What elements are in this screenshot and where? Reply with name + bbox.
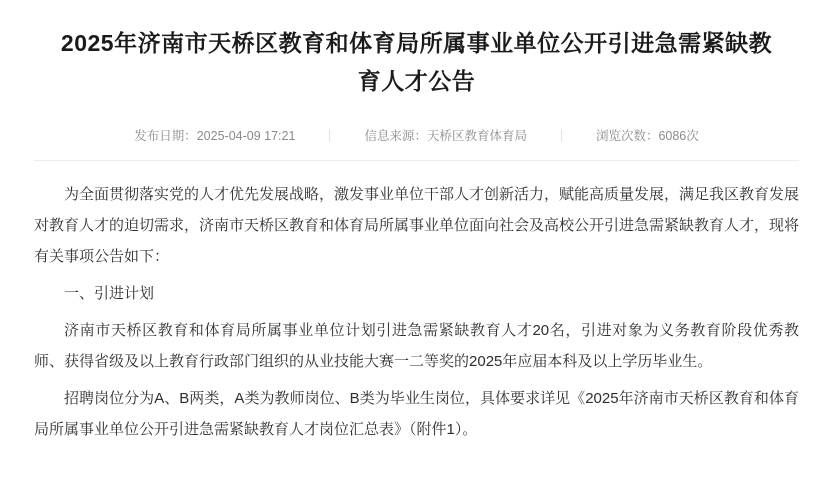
paragraph-intro: 为全面贯彻落实党的人才优先发展战略，激发事业单位干部人才创新活力，赋能高质量发展，满足我区教育发展对教育人才的迫切需求，济南市天桥区教育和体育局所属事业单位面向社会及高校公开引进急需紧缺教育人才，现将有关事项公告如下： — [34, 186, 800, 265]
paragraph-plan-detail: 济南市天桥区教育和体育局所属事业单位计划引进急需紧缺教育人才20名，引进对象为义务教育阶段优秀教师、获得省级及以上教育行政部门组织的从业技能大赛一二等奖的2025年应届本科及以上学历毕业生。 — [34, 322, 799, 370]
article-meta — [34, 100, 799, 161]
view-count: 浏览次数：6086次 — [595, 129, 699, 143]
paragraph-post-types: 招聘岗位分为A、B两类，A类为教师岗位、B类为毕业生岗位，具体要求详见《2025年济南市天桥区教育和体育局所属事业单位公开引进急需紧缺教育人才岗位汇总表》（附件1）。 — [34, 390, 799, 438]
article-source: 信息来源：天桥区教育体育局 — [364, 129, 527, 143]
article-body — [34, 161, 799, 445]
publish-date: 发布日期：2025-04-09 17:21 — [134, 129, 296, 143]
section-heading-plan: 一、引进计划 — [64, 285, 155, 302]
page-title: 2025年济南市天桥区教育和体育局所属事业单位公开引进急需紧缺教育人才公告 — [60, 30, 773, 94]
